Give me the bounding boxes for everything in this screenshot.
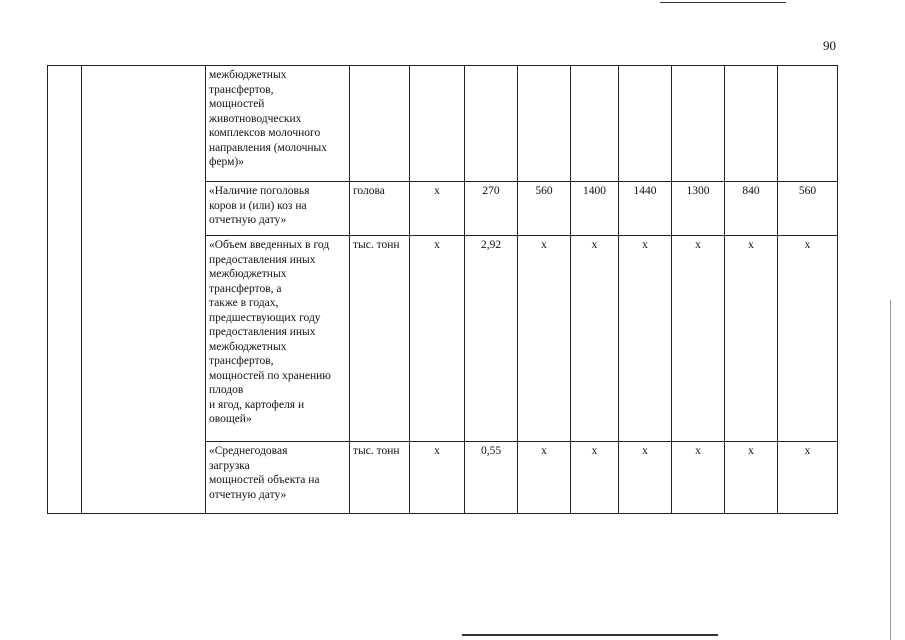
value-cell: 1400 <box>571 182 619 236</box>
value-cell: x <box>778 236 838 442</box>
value-cell: 1300 <box>672 182 725 236</box>
value-cell: 560 <box>518 182 571 236</box>
indicator-name: «Среднегодовая загрузка мощностей объекта на отчетную дату» <box>206 442 350 514</box>
unit-cell <box>350 66 410 182</box>
value-cell: 1440 <box>619 182 672 236</box>
value-cell: x <box>410 442 465 514</box>
value-cell: x <box>410 182 465 236</box>
data-table <box>47 65 838 514</box>
value-cell: 840 <box>725 182 778 236</box>
value-cell: 2,92 <box>465 236 518 442</box>
value-cell: x <box>410 236 465 442</box>
scan-line-top <box>660 2 786 3</box>
value-cell: x <box>518 236 571 442</box>
indicator-name: «Наличие поголовья коров и (или) коз на отчетную дату» <box>206 182 350 236</box>
value-cell <box>725 66 778 182</box>
indicator-name: «Объем введенных в год предоставления иных межбюджетных трансфертов, а также в годах, предшествующих году предоставления иных межбюджетных трансфертов, мощностей по хранению плодов и ягод, картофеля и овощей» <box>206 236 350 442</box>
value-cell: x <box>571 442 619 514</box>
value-cell: x <box>619 442 672 514</box>
value-cell <box>518 66 571 182</box>
unit-cell: тыс. тонн <box>350 236 410 442</box>
value-cell <box>672 66 725 182</box>
value-cell: x <box>725 442 778 514</box>
value-cell: 270 <box>465 182 518 236</box>
value-cell: x <box>672 236 725 442</box>
page-number: 90 <box>823 38 836 53</box>
value-cell: 0,55 <box>465 442 518 514</box>
value-cell <box>778 66 838 182</box>
value-cell: x <box>518 442 571 514</box>
value-cell: x <box>725 236 778 442</box>
value-cell: x <box>571 236 619 442</box>
value-cell <box>619 66 672 182</box>
scan-line-right <box>890 300 891 640</box>
empty-cell <box>48 66 82 514</box>
value-cell <box>410 66 465 182</box>
value-cell <box>465 66 518 182</box>
scan-line-bottom <box>462 634 718 636</box>
value-cell: x <box>619 236 672 442</box>
empty-cell <box>82 66 206 514</box>
value-cell: 560 <box>778 182 838 236</box>
value-cell: x <box>672 442 725 514</box>
indicator-name: межбюджетных трансфертов, мощностей животноводческих комплексов молочного направления (молочных ферм)» <box>206 66 350 182</box>
value-cell <box>571 66 619 182</box>
unit-cell: тыс. тонн <box>350 442 410 514</box>
value-cell: x <box>778 442 838 514</box>
table-row <box>48 66 838 182</box>
unit-cell: голова <box>350 182 410 236</box>
